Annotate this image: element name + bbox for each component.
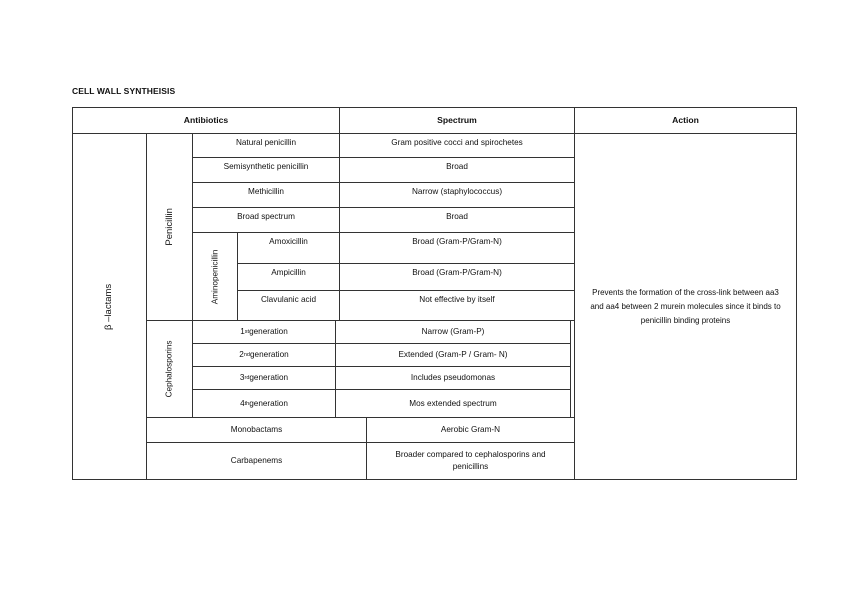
penicillin-label: Penicillin (163, 208, 175, 246)
table-row-spectrum: Narrow (Gram-P) (335, 320, 571, 344)
table-row-name: Methicillin (192, 182, 340, 208)
table-row-name: 2 nd generation (192, 343, 336, 367)
header-action: Action (574, 107, 797, 134)
beta-lactams-group (72, 133, 147, 480)
cephalosporins-label: Cephalosporins (164, 340, 174, 398)
table-row-spectrum: Includes pseudomonas (335, 366, 571, 390)
generation-number: 3 (239, 373, 245, 383)
generation-label: generation (249, 327, 288, 337)
header-spectrum: Spectrum (339, 107, 575, 134)
generation-number: 2 (239, 350, 244, 360)
table-row-spectrum: Broad (Gram-P/Gram-N) (339, 263, 575, 291)
beta-lactams-label: β –lactams (103, 283, 115, 330)
table-row-name: Ampicillin (237, 263, 340, 291)
generation-number: 1 (240, 327, 245, 337)
table-row-spectrum: Not effective by itself (339, 290, 575, 321)
document-title: CELL WALL SYNTHEISIS (72, 86, 176, 96)
header-antibiotics: Antibiotics (72, 107, 340, 134)
table-row-name: 3 rd generation (192, 366, 336, 390)
table-row-name: Broad spectrum (192, 207, 340, 233)
cephalosporins-group (146, 320, 193, 418)
aminopenicillin-label: Aminopenicillin (210, 249, 220, 304)
action-description: Prevents the formation of the cross-link between aa3 and aa4 between 2 murein molecules since it binds to penicillin binding proteins (574, 133, 797, 480)
table-row-spectrum: Broad (339, 207, 575, 233)
table-row-spectrum: Gram positive cocci and spirochetes (339, 133, 575, 158)
table-row-spectrum: Broader compared to cephalosporins and penicillins (366, 442, 575, 480)
table-row-name: 1 st generation (192, 320, 336, 344)
table-row-spectrum: Narrow (staphylococcus) (339, 182, 575, 208)
table-row-name: Monobactams (146, 417, 367, 443)
table-row-spectrum: Broad (Gram-P/Gram-N) (339, 232, 575, 264)
table-row-spectrum: Broad (339, 157, 575, 183)
aminopenicillin-group (192, 232, 238, 321)
table-row-name: Clavulanic acid (237, 290, 340, 321)
table-row-name: Amoxicillin (237, 232, 340, 264)
generation-label: generation (249, 350, 289, 360)
penicillin-group (146, 133, 193, 321)
generation-label: generation (249, 398, 288, 408)
generation-label: generation (249, 373, 289, 383)
table-row-spectrum: Extended (Gram-P / Gram- N) (335, 343, 571, 367)
generation-number: 4 (240, 398, 245, 408)
table-row-spectrum: Aerobic Gram-N (366, 417, 575, 443)
table-row-name: Carbapenems (146, 442, 367, 480)
table-row-name: Semisynthetic penicillin (192, 157, 340, 183)
table-row-spectrum: Mos extended spectrum (335, 389, 571, 418)
table-row-name: Natural penicillin (192, 133, 340, 158)
table-row-name: 4 th generation (192, 389, 336, 418)
